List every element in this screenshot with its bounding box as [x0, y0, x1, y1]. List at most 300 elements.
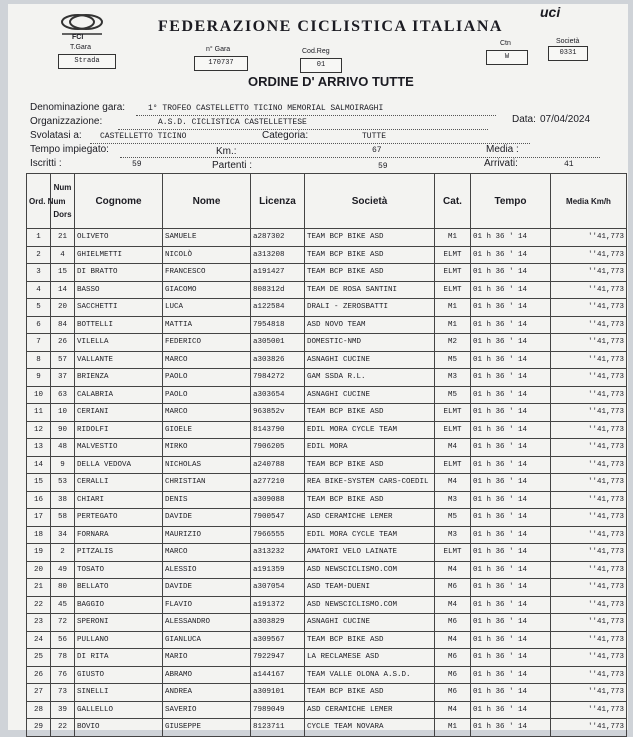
denominazione-value: 1° TROFEO CASTELLETTO TICINO MEMORIAL SALMOIRAGHI: [148, 104, 384, 113]
cell-media: ''41,773: [551, 684, 627, 702]
cell-media: ''41,773: [551, 439, 627, 457]
table-header-row: [27, 174, 627, 229]
cell-nome: PAOLO: [163, 386, 251, 404]
cell-dors: 22: [51, 719, 75, 737]
cell-licenza: a191427: [251, 264, 305, 282]
cell-ord: 3: [27, 264, 51, 282]
cell-nome: GIUSEPPE: [163, 719, 251, 737]
cell-ord: 14: [27, 456, 51, 474]
cell-nome: ANDREA: [163, 684, 251, 702]
cell-nome: MAURIZIO: [163, 526, 251, 544]
cell-cat: ELMT: [435, 404, 471, 422]
cell-dors: 72: [51, 614, 75, 632]
cell-ord: 9: [27, 369, 51, 387]
cell-licenza: a313208: [251, 246, 305, 264]
cell-dors: 15: [51, 264, 75, 282]
cell-cognome: FORNARA: [75, 526, 163, 544]
table-row: [27, 684, 627, 702]
cell-nome: DAVIDE: [163, 509, 251, 527]
col-dors-label: Dors: [53, 210, 72, 219]
cell-nome: DENIS: [163, 491, 251, 509]
cell-ord: 23: [27, 614, 51, 632]
data-label: Data:: [512, 114, 536, 125]
cell-licenza: a240788: [251, 456, 305, 474]
cell-cat: M4: [435, 631, 471, 649]
cell-dors: 10: [51, 404, 75, 422]
cell-licenza: a307054: [251, 579, 305, 597]
cell-ord: 18: [27, 526, 51, 544]
cell-media: ''41,773: [551, 316, 627, 334]
table-row: [27, 491, 627, 509]
cell-societa: GAM SSDA R.L.: [305, 369, 435, 387]
cell-media: ''41,773: [551, 701, 627, 719]
cell-licenza: a305001: [251, 334, 305, 352]
table-row: [27, 351, 627, 369]
table-row: [27, 369, 627, 387]
cell-societa: TEAM BCP BIKE ASD: [305, 246, 435, 264]
cell-licenza: a277210: [251, 474, 305, 492]
cell-licenza: 7954818: [251, 316, 305, 334]
cell-media: ''41,773: [551, 579, 627, 597]
cell-societa: TEAM BCP BIKE ASD: [305, 491, 435, 509]
table-row: [27, 544, 627, 562]
cell-cognome: PERTEGATO: [75, 509, 163, 527]
cell-ord: 24: [27, 631, 51, 649]
organizzazione-label: Organizzazione:: [30, 116, 103, 127]
cell-cognome: PITZALIS: [75, 544, 163, 562]
cell-dors: 63: [51, 386, 75, 404]
societa-label: Società: [556, 38, 580, 45]
cell-cat: M1: [435, 719, 471, 737]
cell-tempo: 01 h 36 ' 14: [471, 631, 551, 649]
cell-societa: ASNAGHI CUCINE: [305, 351, 435, 369]
table-row: [27, 264, 627, 282]
cell-nome: FEDERICO: [163, 334, 251, 352]
organizzazione-value: A.S.D. CICLISTICA CASTELLETTESE: [158, 118, 307, 127]
cell-societa: ASD NEWSCICLISMO.COM: [305, 561, 435, 579]
cell-tempo: 01 h 36 ' 14: [471, 719, 551, 737]
cell-societa: CYCLE TEAM NOVARA: [305, 719, 435, 737]
cell-cat: ELMT: [435, 544, 471, 562]
cell-tempo: 01 h 36 ' 14: [471, 544, 551, 562]
cell-media: ''41,773: [551, 526, 627, 544]
cell-cat: M4: [435, 701, 471, 719]
cell-ord: 11: [27, 404, 51, 422]
cell-nome: NICHOLAS: [163, 456, 251, 474]
col-num-dors: [51, 174, 75, 229]
cell-nome: PAOLO: [163, 369, 251, 387]
cell-cognome: BOTTELLI: [75, 316, 163, 334]
cell-cognome: RIDOLFI: [75, 421, 163, 439]
cell-dors: 76: [51, 666, 75, 684]
cell-dors: 4: [51, 246, 75, 264]
cell-media: ''41,773: [551, 509, 627, 527]
cell-cat: M6: [435, 649, 471, 667]
cell-ord: 10: [27, 386, 51, 404]
uci-logo: uci: [540, 4, 561, 20]
fci-label: FCI: [72, 34, 84, 41]
cell-nome: MARCO: [163, 404, 251, 422]
cell-licenza: 963852v: [251, 404, 305, 422]
cell-cognome: OLIVETO: [75, 229, 163, 247]
cell-dors: 9: [51, 456, 75, 474]
cell-societa: REA BIKE-SYSTEM CARS-COEDIL: [305, 474, 435, 492]
col-nome: Nome: [163, 174, 251, 229]
cell-nome: MARIO: [163, 649, 251, 667]
n-gara-label: n° Gara: [206, 46, 231, 53]
cell-nome: MARCO: [163, 544, 251, 562]
cell-licenza: a303654: [251, 386, 305, 404]
cell-dors: 26: [51, 334, 75, 352]
cell-cat: M4: [435, 561, 471, 579]
cell-cognome: BOVIO: [75, 719, 163, 737]
cell-nome: GIANLUCA: [163, 631, 251, 649]
cell-media: ''41,773: [551, 596, 627, 614]
table-row: [27, 474, 627, 492]
cell-ord: 5: [27, 299, 51, 317]
cell-ord: 19: [27, 544, 51, 562]
cell-dors: 14: [51, 281, 75, 299]
cell-tempo: 01 h 36 ' 14: [471, 684, 551, 702]
cell-dors: 53: [51, 474, 75, 492]
cell-tempo: 01 h 36 ' 14: [471, 404, 551, 422]
media-label: Media :: [486, 144, 519, 155]
cell-societa: ASD NEWSCICLISMO.COM: [305, 596, 435, 614]
cell-nome: CHRISTIAN: [163, 474, 251, 492]
cell-cognome: BRIENZA: [75, 369, 163, 387]
cell-ord: 28: [27, 701, 51, 719]
cell-cat: M2: [435, 334, 471, 352]
cell-dors: 2: [51, 544, 75, 562]
cell-tempo: 01 h 36 ' 14: [471, 351, 551, 369]
cell-cognome: BELLATO: [75, 579, 163, 597]
cell-tempo: 01 h 36 ' 14: [471, 614, 551, 632]
cell-media: ''41,773: [551, 491, 627, 509]
tempo-impiegato-label: Tempo impiegato:: [30, 144, 109, 155]
cell-nome: ABRAMO: [163, 666, 251, 684]
iscritti-value: 59: [132, 160, 142, 169]
cell-nome: MATTIA: [163, 316, 251, 334]
cell-societa: TEAM BCP BIKE ASD: [305, 229, 435, 247]
table-row: [27, 404, 627, 422]
cell-media: ''41,773: [551, 281, 627, 299]
cell-media: ''41,773: [551, 421, 627, 439]
table-row: [27, 596, 627, 614]
cell-ord: 2: [27, 246, 51, 264]
cell-cognome: GIUSTO: [75, 666, 163, 684]
cell-media: ''41,773: [551, 649, 627, 667]
cell-ord: 8: [27, 351, 51, 369]
cell-dors: 57: [51, 351, 75, 369]
cell-media: ''41,773: [551, 246, 627, 264]
cell-licenza: a309088: [251, 491, 305, 509]
cell-cat: M4: [435, 439, 471, 457]
cell-cat: M1: [435, 229, 471, 247]
cell-ord: 16: [27, 491, 51, 509]
cell-tempo: 01 h 36 ' 14: [471, 456, 551, 474]
table-row: [27, 386, 627, 404]
cell-cognome: SACCHETTI: [75, 299, 163, 317]
col-licenza: Licenza: [251, 174, 305, 229]
cell-cognome: CHIARI: [75, 491, 163, 509]
cell-licenza: 8123711: [251, 719, 305, 737]
cell-nome: ALESSIO: [163, 561, 251, 579]
col-ord-num: Ord. Num: [27, 174, 51, 229]
svolatasi-value: CASTELLETTO TICINO: [100, 132, 187, 141]
data-value: 07/04/2024: [540, 114, 591, 125]
cell-ord: 21: [27, 579, 51, 597]
cell-cat: ELMT: [435, 281, 471, 299]
societa-value: 0331: [548, 46, 588, 61]
cell-ord: 22: [27, 596, 51, 614]
cell-cognome: MALVESTIO: [75, 439, 163, 457]
cell-licenza: 7984272: [251, 369, 305, 387]
col-num-label: Num: [53, 183, 72, 192]
cell-cat: M6: [435, 684, 471, 702]
table-row: [27, 229, 627, 247]
cell-cat: ELMT: [435, 246, 471, 264]
col-cognome: Cognome: [75, 174, 163, 229]
cell-ord: 26: [27, 666, 51, 684]
categoria-value: TUTTE: [362, 132, 387, 141]
cell-societa: TEAM VALLE OLONA A.S.D.: [305, 666, 435, 684]
table-row: [27, 421, 627, 439]
federation-title: FEDERAZIONE CICLISTICA ITALIANA: [158, 18, 503, 35]
cell-societa: TEAM BCP BIKE ASD: [305, 684, 435, 702]
table-row: [27, 719, 627, 737]
cell-cat: M3: [435, 491, 471, 509]
cell-media: ''41,773: [551, 719, 627, 737]
cell-nome: DAVIDE: [163, 579, 251, 597]
cell-tempo: 01 h 36 ' 14: [471, 439, 551, 457]
cell-media: ''41,773: [551, 264, 627, 282]
cell-cat: ELMT: [435, 456, 471, 474]
iscritti-label: Iscritti :: [30, 158, 62, 169]
cell-nome: MARCO: [163, 351, 251, 369]
partenti-value: 59: [378, 162, 388, 171]
cell-tempo: 01 h 36 ' 14: [471, 649, 551, 667]
cell-societa: ASD CERAMICHE LEMER: [305, 509, 435, 527]
cell-licenza: 7989049: [251, 701, 305, 719]
cell-cat: M5: [435, 509, 471, 527]
cell-societa: ASNAGHI CUCINE: [305, 614, 435, 632]
cell-tempo: 01 h 36 ' 14: [471, 474, 551, 492]
cell-media: ''41,773: [551, 544, 627, 562]
cell-media: ''41,773: [551, 334, 627, 352]
cell-dors: 73: [51, 684, 75, 702]
cell-dors: 78: [51, 649, 75, 667]
km-label: Km.:: [216, 146, 237, 157]
cell-media: ''41,773: [551, 404, 627, 422]
cell-media: ''41,773: [551, 631, 627, 649]
cell-dors: 84: [51, 316, 75, 334]
cell-media: ''41,773: [551, 456, 627, 474]
cell-cat: M3: [435, 526, 471, 544]
categoria-label: Categoria:: [262, 130, 309, 141]
cell-tempo: 01 h 36 ' 14: [471, 229, 551, 247]
table-row: [27, 649, 627, 667]
cell-tempo: 01 h 36 ' 14: [471, 561, 551, 579]
t-gara-label: T.Gara: [70, 44, 92, 51]
cell-licenza: 7906205: [251, 439, 305, 457]
cell-tempo: 01 h 36 ' 14: [471, 264, 551, 282]
document-title: ORDINE D' ARRIVO TUTTE: [248, 74, 414, 89]
cell-cat: M4: [435, 474, 471, 492]
table-row: [27, 509, 627, 527]
cell-licenza: a287302: [251, 229, 305, 247]
cell-dors: 39: [51, 701, 75, 719]
cell-cat: M1: [435, 299, 471, 317]
cell-societa: EDIL MORA CYCLE TEAM: [305, 421, 435, 439]
cell-ord: 20: [27, 561, 51, 579]
n-gara-value: 170737: [194, 56, 248, 71]
cell-cognome: CERIANI: [75, 404, 163, 422]
cell-media: ''41,773: [551, 351, 627, 369]
cell-nome: ALESSANDRO: [163, 614, 251, 632]
cell-societa: EDIL MORA: [305, 439, 435, 457]
cell-cognome: SPERONI: [75, 614, 163, 632]
cell-tempo: 01 h 36 ' 14: [471, 596, 551, 614]
cell-ord: 12: [27, 421, 51, 439]
cell-licenza: 7966555: [251, 526, 305, 544]
cell-licenza: a122584: [251, 299, 305, 317]
cell-media: ''41,773: [551, 561, 627, 579]
cell-societa: TEAM BCP BIKE ASD: [305, 404, 435, 422]
cell-tempo: 01 h 36 ' 14: [471, 334, 551, 352]
cell-dors: 37: [51, 369, 75, 387]
km-value: 67: [372, 146, 382, 155]
cell-dors: 58: [51, 509, 75, 527]
cell-societa: ASD CERAMICHE LEMER: [305, 701, 435, 719]
cell-ord: 4: [27, 281, 51, 299]
table-row: [27, 281, 627, 299]
cell-ord: 7: [27, 334, 51, 352]
table-row: [27, 526, 627, 544]
cell-societa: ASD NOVO TEAM: [305, 316, 435, 334]
table-row: [27, 631, 627, 649]
cell-licenza: 7922947: [251, 649, 305, 667]
cell-societa: TEAM BCP BIKE ASD: [305, 264, 435, 282]
cell-media: ''41,773: [551, 386, 627, 404]
cell-cat: M4: [435, 596, 471, 614]
cell-societa: EDIL MORA CYCLE TEAM: [305, 526, 435, 544]
cell-cat: M6: [435, 666, 471, 684]
cell-cat: ELMT: [435, 421, 471, 439]
cell-societa: DOMESTIC-NMD: [305, 334, 435, 352]
cell-media: ''41,773: [551, 666, 627, 684]
cell-tempo: 01 h 36 ' 14: [471, 666, 551, 684]
cell-ord: 27: [27, 684, 51, 702]
cell-dors: 20: [51, 299, 75, 317]
ctn-label: Ctn: [500, 40, 511, 47]
cell-media: ''41,773: [551, 614, 627, 632]
col-societa: Società: [305, 174, 435, 229]
cell-nome: GIACOMO: [163, 281, 251, 299]
cell-licenza: a309101: [251, 684, 305, 702]
cell-media: ''41,773: [551, 369, 627, 387]
cell-media: ''41,773: [551, 299, 627, 317]
cell-cat: M6: [435, 579, 471, 597]
cell-tempo: 01 h 36 ' 14: [471, 509, 551, 527]
cell-tempo: 01 h 36 ' 14: [471, 386, 551, 404]
cell-cat: M6: [435, 614, 471, 632]
cell-cognome: GALLELLO: [75, 701, 163, 719]
cell-cat: M3: [435, 369, 471, 387]
cell-cat: ELMT: [435, 264, 471, 282]
cell-nome: SAVERIO: [163, 701, 251, 719]
ctn-value: W: [486, 50, 528, 65]
cell-licenza: a313232: [251, 544, 305, 562]
cell-cognome: BASSO: [75, 281, 163, 299]
table-row: [27, 299, 627, 317]
denominazione-label: Denominazione gara:: [30, 102, 126, 113]
cell-nome: MIRKO: [163, 439, 251, 457]
cell-media: ''41,773: [551, 474, 627, 492]
cell-tempo: 01 h 36 ' 14: [471, 491, 551, 509]
cell-tempo: 01 h 36 ' 14: [471, 369, 551, 387]
cell-cognome: DELLA VEDOVA: [75, 456, 163, 474]
arrivati-value: 41: [564, 160, 574, 169]
cell-societa: TEAM BCP BIKE ASD: [305, 631, 435, 649]
cell-dors: 80: [51, 579, 75, 597]
cell-licenza: 7900547: [251, 509, 305, 527]
cell-tempo: 01 h 36 ' 14: [471, 421, 551, 439]
cell-dors: 21: [51, 229, 75, 247]
cell-ord: 15: [27, 474, 51, 492]
cell-cognome: VILELLA: [75, 334, 163, 352]
arrivati-label: Arrivati:: [484, 158, 518, 169]
cell-nome: GIOELE: [163, 421, 251, 439]
cell-nome: LUCA: [163, 299, 251, 317]
cell-licenza: 8143790: [251, 421, 305, 439]
cell-tempo: 01 h 36 ' 14: [471, 316, 551, 334]
cell-cognome: DI BRATTO: [75, 264, 163, 282]
table-row: [27, 701, 627, 719]
cell-societa: ASD TEAM-DUENI: [305, 579, 435, 597]
cell-societa: DRALI - ZEROSBATTI: [305, 299, 435, 317]
table-row: [27, 456, 627, 474]
cell-dors: 49: [51, 561, 75, 579]
table-row: [27, 439, 627, 457]
cell-tempo: 01 h 36 ' 14: [471, 579, 551, 597]
partenti-label: Partenti :: [212, 160, 253, 171]
col-tempo: Tempo: [471, 174, 551, 229]
cell-nome: SAMUELE: [163, 229, 251, 247]
cell-cognome: BAGGIO: [75, 596, 163, 614]
table-row: [27, 316, 627, 334]
cell-dors: 38: [51, 491, 75, 509]
cell-dors: 56: [51, 631, 75, 649]
cell-societa: TEAM BCP BIKE ASD: [305, 456, 435, 474]
cell-licenza: a309567: [251, 631, 305, 649]
table-row: [27, 246, 627, 264]
table-row: [27, 666, 627, 684]
cell-tempo: 01 h 36 ' 14: [471, 526, 551, 544]
cell-cognome: SINELLI: [75, 684, 163, 702]
cell-dors: 45: [51, 596, 75, 614]
cell-ord: 29: [27, 719, 51, 737]
cell-societa: AMATORI VELO LAINATE: [305, 544, 435, 562]
table-row: [27, 614, 627, 632]
cell-cat: M5: [435, 351, 471, 369]
cell-licenza: 808312d: [251, 281, 305, 299]
cell-tempo: 01 h 36 ' 14: [471, 701, 551, 719]
table-row: [27, 579, 627, 597]
cell-licenza: a191372: [251, 596, 305, 614]
svolatasi-label: Svolatasi a:: [30, 130, 82, 141]
cell-nome: FRANCESCO: [163, 264, 251, 282]
cell-societa: TEAM DE ROSA SANTINI: [305, 281, 435, 299]
